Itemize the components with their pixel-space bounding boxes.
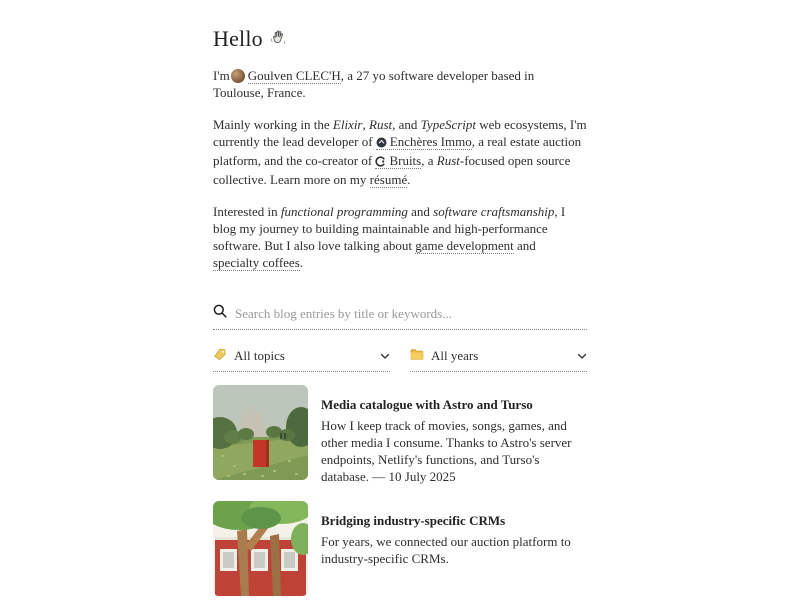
entry-title: Bridging industry-specific CRMs — [321, 513, 506, 528]
avatar — [231, 69, 245, 83]
waving-hand-icon — [270, 26, 287, 52]
search-input[interactable] — [235, 306, 587, 322]
topics-dropdown[interactable] — [213, 347, 390, 372]
author-link[interactable]: Goulven CLEC'H — [247, 68, 341, 83]
entry-description: How I keep track of movies, songs, games, and other media I consume. Thanks to Astro's server endpoints, Netlify's functions, and Turso's database. — 10 July 2025 — [321, 418, 572, 484]
encheres-immo-link[interactable]: Enchères Immo — [376, 134, 472, 150]
entry-text — [321, 501, 587, 596]
page-title — [213, 26, 587, 52]
main-content — [213, 26, 587, 612]
chevron-down-icon — [577, 348, 587, 364]
game-development-link[interactable]: game development — [415, 238, 514, 253]
p1-pre: I'm — [213, 68, 230, 83]
folder-icon — [410, 348, 424, 365]
p1-post: , a 27 yo software developer based in Toulouse, France. — [213, 68, 535, 100]
functional-programming-word: functional programming — [280, 204, 408, 219]
entry-thumbnail-barn-watercolor — [213, 501, 308, 596]
blog-entry-media-catalogue[interactable] — [213, 385, 587, 485]
typescript-word: TypeScript — [420, 117, 477, 132]
encheres-immo-logo-icon — [376, 135, 387, 152]
bruits-link[interactable]: Bruits — [375, 153, 421, 169]
topics-dropdown-label: All topics — [234, 348, 285, 363]
tag-icon — [213, 347, 227, 365]
p2-text: Mainly working in the — [213, 117, 333, 132]
entry-title: Media catalogue with Astro and Turso — [321, 397, 533, 412]
entry-thumbnail-park-painting — [213, 385, 308, 480]
blog-entry-bridging-crms[interactable] — [213, 501, 587, 596]
intro-interests: Interested in functional programming and software craftsmanship, I blog my journey to building maintainable and high-performance software. But I also love talking about game development and specialty coffees. — [213, 204, 566, 270]
intro-work: Mainly working in the Elixir, Rust, and TypeScript web ecosystems, I'm currently the lead developer of Enchères Immo, a real estate auction platform, and the co-creator of Bruits, a Rust-focused open source collective. Learn more on my résumé. — [213, 117, 587, 187]
intro-who — [213, 67, 587, 101]
entry-date: — 10 July 2025 — [372, 469, 456, 484]
search-bar[interactable] — [213, 304, 587, 330]
specialty-coffees-link[interactable]: specialty coffees — [213, 255, 300, 270]
entry-description: For years, we connected our auction platform to industry-specific CRMs. — [321, 534, 571, 566]
blog-entry-list — [213, 385, 587, 596]
rust-word: Rust — [369, 117, 393, 132]
entry-text — [321, 385, 587, 485]
chevron-down-icon — [380, 348, 390, 364]
greeting-text: Hello — [213, 26, 263, 51]
elixir-word: Elixir — [332, 117, 363, 132]
search-icon — [213, 304, 227, 323]
resume-link[interactable]: résumé — [369, 172, 408, 187]
years-dropdown-label: All years — [431, 348, 479, 363]
bruits-logo-icon — [375, 154, 386, 171]
software-craftsmanship-word: software craftsmanship — [433, 204, 555, 219]
years-dropdown[interactable] — [410, 347, 587, 372]
filter-row — [213, 347, 587, 372]
